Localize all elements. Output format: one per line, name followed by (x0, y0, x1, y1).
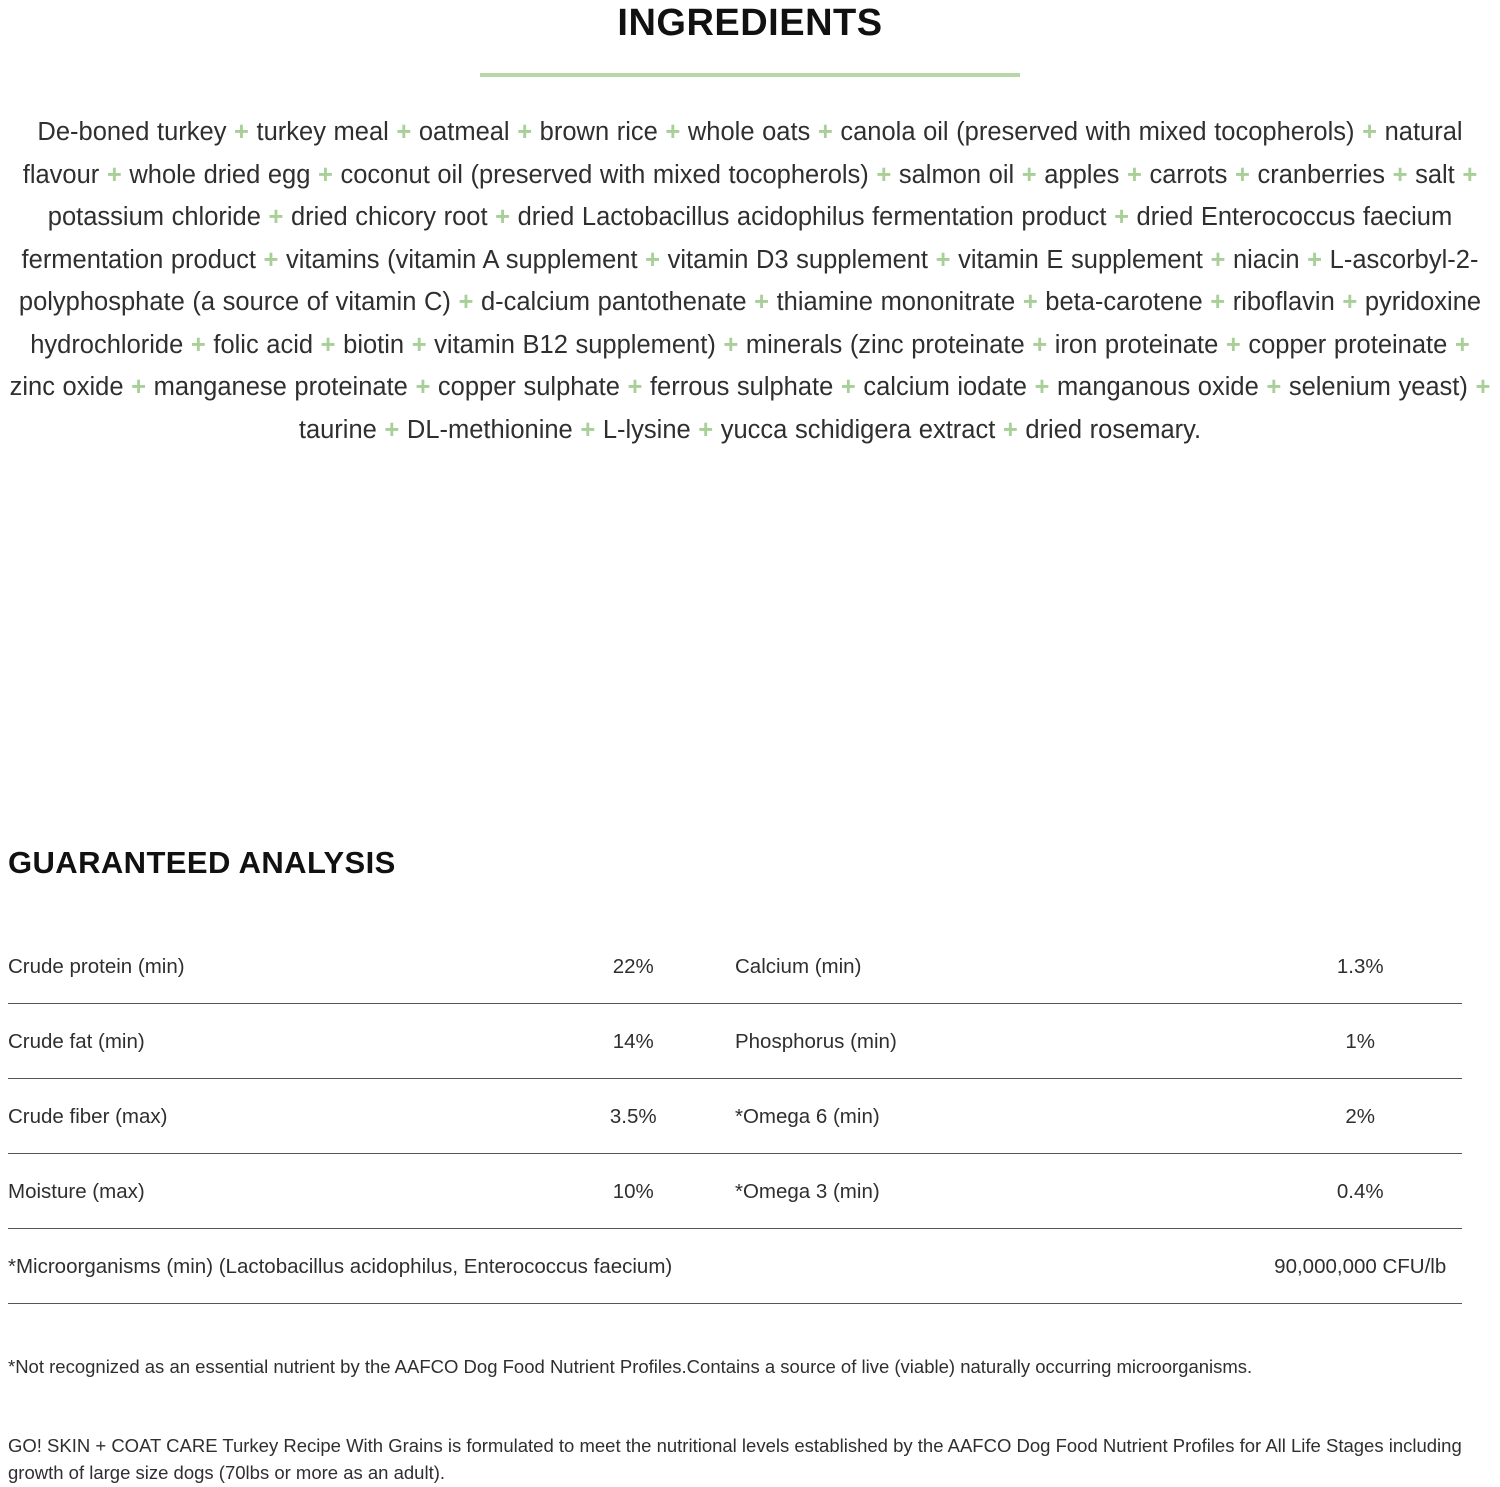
ingredient-item: salmon oil (898, 160, 1015, 189)
ingredient-item: manganous oxide (1056, 373, 1259, 401)
plus-separator-icon: + (1227, 160, 1258, 189)
ingredient-item: dried Enterococcus faecium fermentation product (21, 203, 1453, 274)
plus-separator-icon: + (1385, 160, 1416, 189)
analysis-label: *Omega 3 (min) (735, 1154, 1258, 1229)
plus-separator-icon: + (1447, 330, 1470, 359)
plus-separator-icon: + (388, 118, 419, 146)
plus-separator-icon: + (183, 330, 214, 359)
ingredient-item: copper proteinate (1248, 330, 1448, 359)
plus-separator-icon: + (928, 245, 959, 274)
analysis-value: 14% (531, 1004, 735, 1079)
plus-separator-icon: + (376, 415, 407, 444)
analysis-label: Calcium (min) (735, 929, 1258, 1004)
ingredient-item: dried Lactobacillus acidophilus fermentation product (517, 203, 1107, 231)
ingredient-item: L-ascorbyl-2-polyphosphate (a source of vitamin C) (18, 245, 1479, 316)
table-row (8, 1004, 1462, 1079)
ingredient-item: whole dried egg (129, 160, 311, 189)
ingredient-item: salt (1415, 160, 1455, 189)
ingredient-item: brown rice (539, 118, 658, 146)
plus-separator-icon: + (1258, 373, 1289, 401)
plus-separator-icon: + (407, 373, 438, 401)
ingredient-item: coconut oil (preserved with mixed tocopherols) (340, 160, 869, 189)
ingredient-item: d-calcium pantothenate (480, 288, 747, 316)
plus-separator-icon: + (1354, 118, 1385, 146)
plus-separator-icon: + (715, 330, 746, 359)
microorganisms-value: 90,000,000 CFU/lb (1258, 1229, 1462, 1304)
table-row (8, 929, 1462, 1004)
plus-separator-icon: + (1106, 203, 1137, 231)
title-divider (480, 73, 1020, 77)
analysis-value: 10% (531, 1154, 735, 1229)
ingredient-item: thiamine mononitrate (776, 288, 1016, 316)
plus-separator-icon: + (99, 160, 130, 189)
plus-separator-icon: + (404, 330, 435, 359)
plus-separator-icon: + (1299, 245, 1330, 274)
plus-separator-icon: + (657, 118, 688, 146)
plus-separator-icon: + (1026, 373, 1057, 401)
nutrient-footnote: *Not recognized as an essential nutrient by the AAFCO Dog Food Nutrient Profiles.Contains a source of live (viable) naturally occurring microorganisms. (8, 1356, 1253, 1377)
plus-separator-icon: + (313, 330, 344, 359)
ingredient-item: cranberries (1257, 160, 1386, 189)
ingredient-item: vitamin B12 supplement) (434, 330, 716, 359)
analysis-label: Crude protein (min) (8, 929, 531, 1004)
plus-separator-icon: + (1218, 330, 1249, 359)
ingredient-item: taurine (298, 415, 377, 444)
plus-separator-icon: + (487, 203, 518, 231)
ingredient-item: ferrous sulphate (649, 373, 834, 401)
analysis-value: 2% (1258, 1079, 1462, 1154)
plus-separator-icon: + (868, 160, 899, 189)
analysis-label: Crude fiber (max) (8, 1079, 531, 1154)
guaranteed-analysis-table (8, 929, 1462, 1304)
ingredient-item: potassium chloride (47, 203, 261, 231)
ingredient-item: riboflavin (1232, 288, 1335, 316)
ingredient-item: selenium yeast) (1288, 373, 1468, 401)
ingredient-item: beta-carotene (1045, 288, 1203, 316)
ingredient-item: vitamins (vitamin A supplement (286, 245, 638, 274)
ingredient-item: manganese proteinate (153, 373, 408, 401)
ingredient-item: folic acid (213, 330, 314, 359)
analysis-value: 1.3% (1258, 929, 1462, 1004)
plus-separator-icon: + (1454, 160, 1478, 189)
plus-separator-icon: + (1202, 288, 1233, 316)
plus-separator-icon: + (226, 118, 257, 146)
analysis-value: 22% (531, 929, 735, 1004)
ingredient-item: dried chicory root (290, 203, 488, 231)
plus-separator-icon: + (637, 245, 668, 274)
ingredient-item: canola oil (preserved with mixed tocopherols) (840, 118, 1355, 146)
analysis-label: Moisture (max) (8, 1154, 531, 1229)
ingredient-item: calcium iodate (863, 373, 1027, 401)
ingredient-item: yucca schidigera extract (720, 415, 996, 444)
ingredient-item: De-boned turkey (37, 118, 227, 146)
plus-separator-icon: + (833, 373, 864, 401)
microorganisms-label: *Microorganisms (min) (Lactobacillus acidophilus, Enterococcus faecium) (8, 1229, 1258, 1304)
ingredient-item: zinc oxide (9, 373, 124, 401)
plus-separator-icon: + (509, 118, 540, 146)
plus-separator-icon: + (450, 288, 481, 316)
ingredients-list (6, 111, 1494, 451)
ingredient-item: vitamin D3 supplement (667, 245, 929, 274)
ingredient-item: L-lysine (602, 415, 691, 444)
plus-separator-icon: + (810, 118, 841, 146)
plus-separator-icon: + (260, 203, 291, 231)
plus-separator-icon: + (1014, 160, 1045, 189)
plus-separator-icon: + (1467, 373, 1491, 401)
guaranteed-analysis-section (0, 845, 1500, 1304)
plus-separator-icon: + (1119, 160, 1150, 189)
ingredient-item: natural flavour (22, 118, 1463, 189)
plus-separator-icon: + (1024, 330, 1055, 359)
plus-separator-icon: + (1015, 288, 1046, 316)
ingredients-heading: INGREDIENTS (617, 2, 883, 44)
table-row (8, 1154, 1462, 1229)
analysis-value: 1% (1258, 1004, 1462, 1079)
ingredient-item: iron proteinate (1054, 330, 1219, 359)
analysis-value: 0.4% (1258, 1154, 1462, 1229)
plus-separator-icon: + (123, 373, 154, 401)
plus-separator-icon: + (995, 415, 1026, 444)
ingredient-item: minerals (zinc proteinate (745, 330, 1025, 359)
plus-separator-icon: + (1202, 245, 1233, 274)
analysis-label: *Omega 6 (min) (735, 1079, 1258, 1154)
plus-separator-icon: + (310, 160, 341, 189)
analysis-label: Crude fat (min) (8, 1004, 531, 1079)
ingredient-item: whole oats (687, 118, 811, 146)
plus-separator-icon: + (619, 373, 650, 401)
ingredient-item: DL-methionine (406, 415, 573, 444)
ingredient-item: oatmeal (418, 118, 510, 146)
ingredient-item: turkey meal (256, 118, 389, 146)
plus-separator-icon: + (690, 415, 721, 444)
ingredient-item: copper sulphate (437, 373, 620, 401)
table-row-microorganisms (8, 1229, 1462, 1304)
guaranteed-analysis-heading: GUARANTEED ANALYSIS (8, 845, 396, 880)
ingredient-item: vitamin E supplement (958, 245, 1203, 274)
aafco-statement: GO! SKIN + COAT CARE Turkey Recipe With Grains is formulated to meet the nutritional levels established by the AAFCO Dog Food Nutrient Profiles for All Life Stages including growth of large size dogs (70lbs or more as an adult). (8, 1435, 1462, 1483)
plus-separator-icon: + (746, 288, 777, 316)
analysis-label: Phosphorus (min) (735, 1004, 1258, 1079)
plus-separator-icon: + (255, 245, 286, 274)
plus-separator-icon: + (572, 415, 603, 444)
ingredient-item: niacin (1232, 245, 1300, 274)
ingredient-item: pyridoxine hydrochloride (30, 288, 1482, 359)
ingredient-item: biotin (343, 330, 405, 359)
ingredient-item: dried rosemary. (1025, 415, 1202, 444)
ingredient-item: apples (1044, 160, 1120, 189)
analysis-value: 3.5% (531, 1079, 735, 1154)
table-row (8, 1079, 1462, 1154)
plus-separator-icon: + (1334, 288, 1365, 316)
ingredient-item: carrots (1149, 160, 1228, 189)
